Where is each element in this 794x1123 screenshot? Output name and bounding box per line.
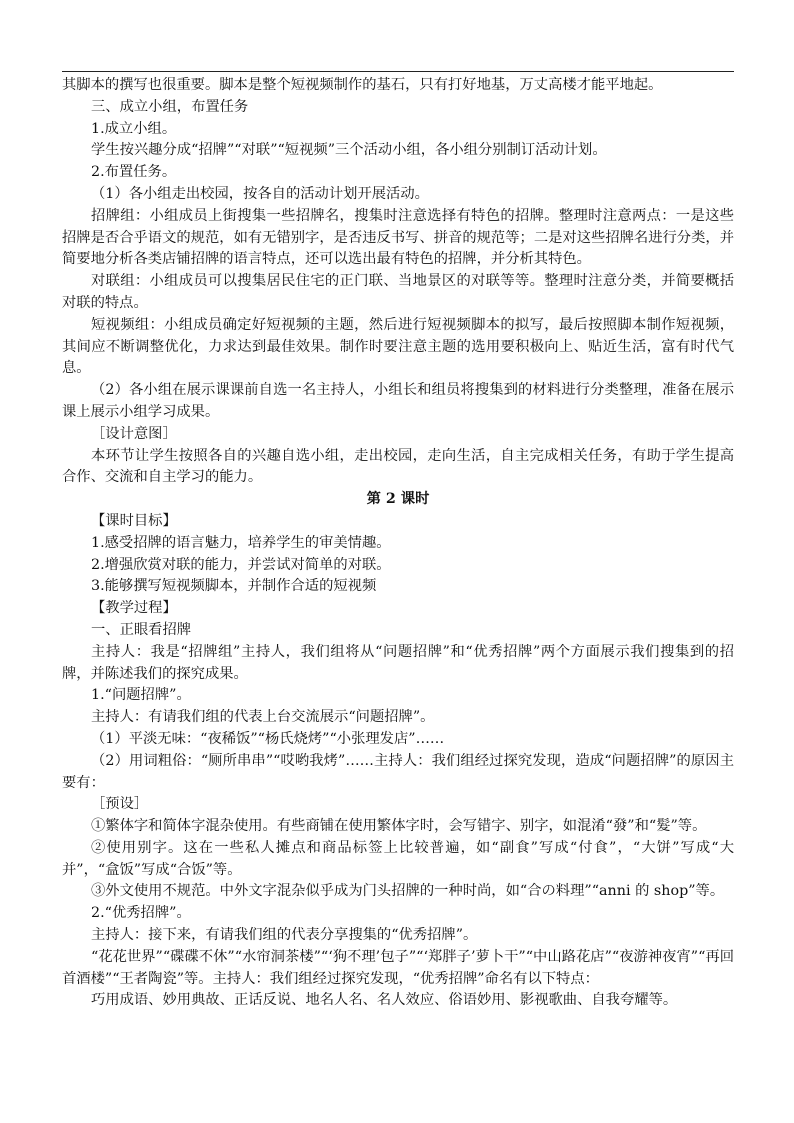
paragraph: 短视频组：小组成员确定好短视频的主题，然后进行短视频脚本的拟写，最后按照脚本制作短视频，其间应不断调整优化，力求达到最佳效果。制作时要注意主题的选用要积极向上、贴近生活，富有时代气息。 (62, 316, 734, 377)
paragraph: 1.感受招牌的语言魅力，培养学生的审美情趣。 (91, 534, 391, 551)
paragraph: 主持人：接下来，有请我们组的代表分享搜集的“优秀招牌”。 (91, 927, 478, 944)
paragraph: 主持人：我是“招牌组”主持人，我们组将从“问题招牌”和“优秀招牌”两个方面展示我们搜集到的招牌，并陈述我们的探究成果。 (62, 643, 734, 682)
paragraph: （1）各小组走出校园，按各自的活动计划开展活动。 (91, 185, 429, 202)
paragraph: 学生按兴趣分成“招牌”“对联”“短视频”三个活动小组，各小组分别制订活动计划。 (91, 142, 607, 159)
paragraph: 2.增强欣赏对联的能力，并尝试对简单的对联。 (91, 556, 391, 573)
header-rule (62, 71, 734, 72)
paragraph: ［设计意图］ (91, 425, 177, 442)
paragraph: ［预设］ (91, 796, 149, 813)
document-body (62, 75, 734, 1012)
paragraph: 对联组：小组成员可以搜集居民住宅的正门联、当地景区的对联等等。整理时注意分类，并简要概括对联的特点。 (62, 273, 734, 311)
paragraph: 2.“优秀招牌”。 (91, 905, 191, 922)
paragraph: （2）各小组在展示课课前自选一名主持人，小组长和组员将搜集到的材料进行分类整理，准备在展示课上展示小组学习成果。 (62, 382, 734, 420)
paragraph: 3.能够撰写短视频脚本，并制作合适的短视频 (91, 578, 377, 595)
paragraph: 【课时目标】 (91, 512, 177, 529)
paragraph: “花花世界”“碟碟不休”“水帘洞茶楼”“‘狗不理’包子”“‘郑胖子’萝卜干”“中山路花店”“夜游神夜宵”“再回首酒楼”“王者陶瓷”等。主持人：我们组经过探究发现，“优秀招牌”命名有以下特点： (62, 948, 734, 987)
paragraph: 一、正眼看招牌 (91, 621, 192, 638)
paragraph: 2.布置任务。 (91, 164, 177, 181)
paragraph: 招牌组：小组成员上街搜集一些招牌名，搜集时注意选择有特色的招牌。整理时注意两点：一是这些招牌是否合乎语文的规范，如有无错别字，是否违反书写、拼音的规范等；二是对这些招牌名进行分类，并简要地分析各类店铺招牌的语言特点，还可以选出最有特色的招牌，并分析其特色。 (62, 207, 734, 268)
paragraph: 本环节让学生按照各自的兴趣自选小组，走出校园，走向生活，自主完成相关任务，有助于学生提高合作、交流和自主学习的能力。 (62, 447, 734, 486)
paragraph: ①繁体字和简体字混杂使用。有些商铺在使用繁体字时，会写错字、别字，如混淆“發”和“髮”等。 (91, 818, 707, 835)
paragraph: 其脚本的撰写也很重要。脚本是整个短视频制作的基石，只有打好地基，万丈高楼才能平地起。 (62, 77, 663, 93)
paragraph: （2）用词粗俗：“厕所串串”“哎哟我烤”……主持人：我们组经过探究发现，造成“问题招牌”的原因主要有： (62, 752, 734, 791)
paragraph: 主持人：有请我们组的代表上台交流展示“问题招牌”。 (91, 709, 435, 726)
paragraph: 1.成立小组。 (91, 120, 177, 137)
paragraph: 三、成立小组，布置任务 (91, 98, 249, 115)
paragraph: ②使用别字。这在一些私人摊点和商品标签上比较普遍，如“副食”写成“付食”，“大饼”写成“大并”，“盒饭”写成“合饭”等。 (62, 839, 734, 878)
paragraph: 【教学过程】 (91, 600, 177, 617)
paragraph: 巧用成语、妙用典故、正话反说、地名人名、名人效应、俗语妙用、影视歌曲、自我夸耀等。 (91, 992, 678, 1009)
paragraph: （1）平淡无味：“夜稀饭”“杨氏烧烤”“小张理发店”…… (91, 730, 445, 747)
section-heading: 第 2 课时 (366, 491, 430, 508)
paragraph: ③外文使用不规范。中外文字混杂似乎成为门头招牌的一种时尚，如“合の料理”“anni 的 shop”等。 (91, 883, 725, 900)
paragraph: 1.“问题招牌”。 (91, 687, 191, 704)
